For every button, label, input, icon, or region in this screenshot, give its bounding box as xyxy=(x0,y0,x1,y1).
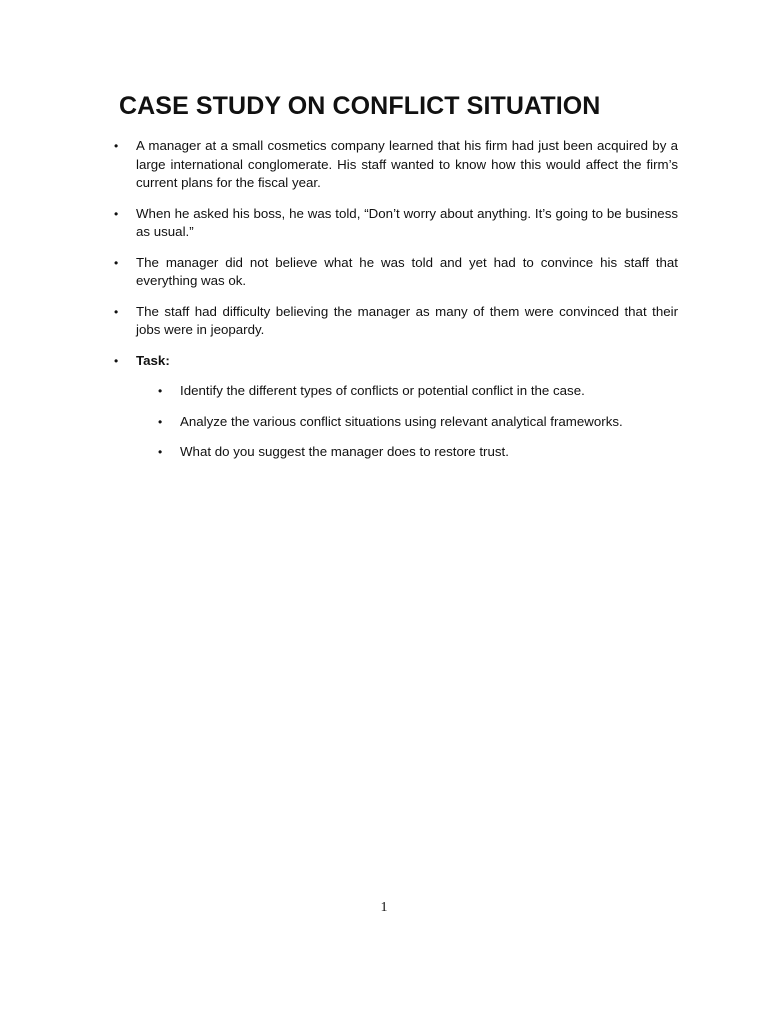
sub-bullet-icon: • xyxy=(158,445,163,459)
bullet-icon: • xyxy=(114,206,119,221)
task-item xyxy=(112,352,678,462)
list-item-text: The staff had difficulty believing the manager as many of them were convinced that their jobs were in jeopardy. xyxy=(136,303,678,337)
bullet-icon: • xyxy=(114,353,119,368)
task-subitem-list xyxy=(136,382,678,462)
bullet-icon: • xyxy=(114,139,119,153)
sub-bullet-icon: • xyxy=(158,414,163,429)
document-title: CASE STUDY ON CONFLICT SITUATION xyxy=(119,92,601,120)
task-subitem xyxy=(136,443,678,462)
case-bullet-list xyxy=(112,137,678,474)
list-item-text: When he asked his boss, he was told, “Don’t worry about anything. It’s going to be business as usual.” xyxy=(136,205,678,239)
bullet-icon: • xyxy=(114,255,119,270)
list-item xyxy=(112,303,678,340)
task-subitem-text: Analyze the various conflict situations using relevant analytical frameworks. xyxy=(180,413,623,429)
list-item xyxy=(112,254,678,291)
bullet-icon: • xyxy=(114,304,119,319)
list-item-text: A manager at a small cosmetics company learned that his firm had just been acquired by a large international conglomerate. His staff wanted to know how this would affect the firm’s current plans for the fiscal year. xyxy=(136,138,678,190)
task-subitem-text: Identify the different types of conflicts or potential conflict in the case. xyxy=(180,383,585,398)
page-number: 1 xyxy=(380,900,388,915)
task-subitem xyxy=(136,382,678,401)
list-item xyxy=(112,137,678,193)
task-label: Task: xyxy=(136,352,170,368)
task-subitem xyxy=(136,413,678,432)
list-item xyxy=(112,205,678,242)
list-item-text: The manager did not believe what he was told and yet had to convince his staff that everything was ok. xyxy=(136,254,678,288)
task-subitem-text: What do you suggest the manager does to restore trust. xyxy=(180,444,509,459)
sub-bullet-icon: • xyxy=(158,384,163,398)
